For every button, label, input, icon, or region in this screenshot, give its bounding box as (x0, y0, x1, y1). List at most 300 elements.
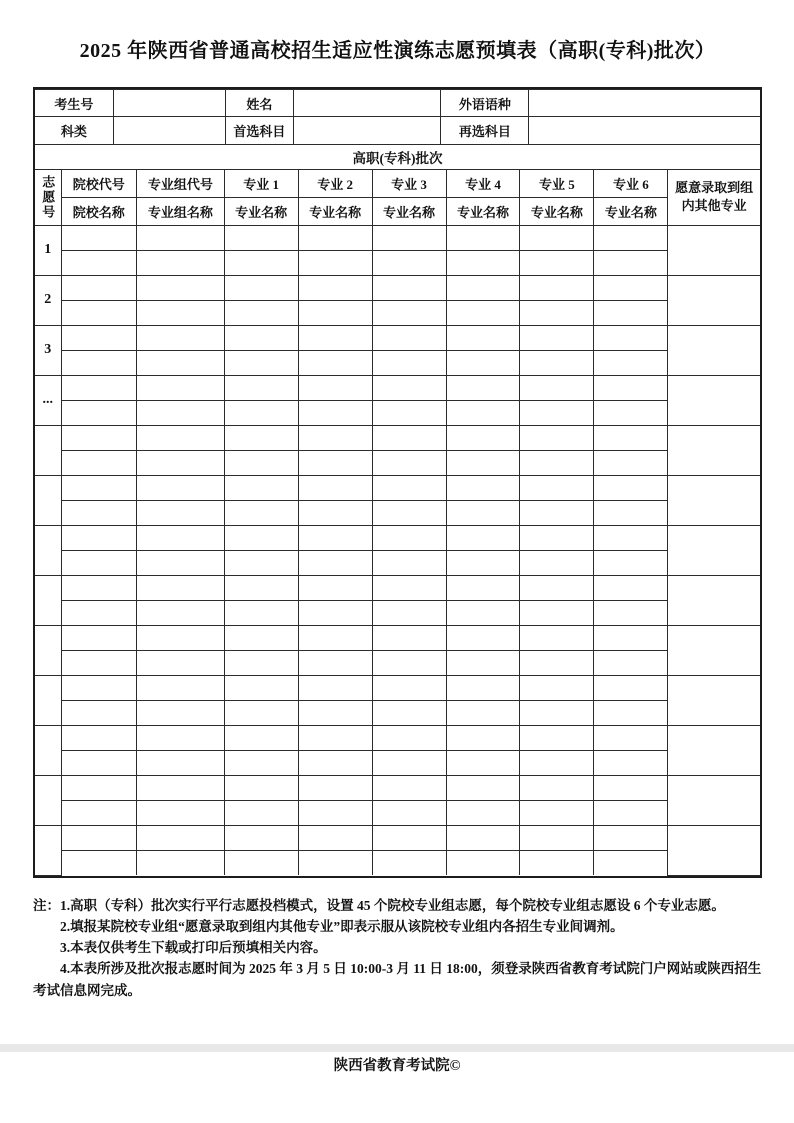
header-major-1-code: 专业 1 (224, 169, 298, 197)
major-4-name-cell (446, 850, 520, 875)
major-3-name-cell (372, 350, 446, 375)
college-name-cell (61, 650, 136, 675)
major-group-code-cell (136, 675, 224, 700)
college-name-cell (61, 300, 136, 325)
volunteer-no-header-text: 志愿号 (40, 174, 56, 220)
header-major-6-code: 专业 6 (594, 169, 668, 197)
major-4-name-cell (446, 400, 520, 425)
volunteer-row (35, 475, 760, 500)
major-3-code-cell (372, 775, 446, 800)
major-3-name-cell (372, 500, 446, 525)
major-4-code-cell (446, 275, 520, 300)
page-title: 2025 年陕西省普通高校招生适应性演练志愿预填表（高职(专科)批次） (79, 40, 716, 62)
volunteer-no-cell (35, 525, 61, 575)
major-5-name-cell (520, 400, 594, 425)
major-4-code-cell (446, 325, 520, 350)
major-5-name-cell (520, 750, 594, 775)
major-1-name-cell (224, 850, 298, 875)
major-1-name-cell (224, 650, 298, 675)
major-2-name-cell (298, 800, 372, 825)
major-3-name-cell (372, 850, 446, 875)
willing-transfer-cell (668, 325, 760, 375)
willing-transfer-cell (668, 775, 760, 825)
major-3-name-cell (372, 550, 446, 575)
major-5-code-cell (520, 675, 594, 700)
willing-transfer-cell (668, 825, 760, 875)
volunteer-row (35, 525, 760, 550)
major-2-name-cell (298, 350, 372, 375)
college-code-cell (61, 325, 136, 350)
major-group-name-cell (136, 500, 224, 525)
volunteer-no-cell (35, 625, 61, 675)
major-5-code-cell (520, 375, 594, 400)
major-5-name-cell (520, 800, 594, 825)
major-6-code-cell (594, 425, 668, 450)
volunteer-no-cell (35, 425, 61, 475)
major-group-code-cell (136, 575, 224, 600)
major-6-name-cell (594, 850, 668, 875)
willing-transfer-cell (668, 275, 760, 325)
major-6-name-cell (594, 550, 668, 575)
major-2-code-cell (298, 675, 372, 700)
major-2-code-cell (298, 625, 372, 650)
header-major-1-name: 专业名称 (224, 197, 298, 225)
college-name-cell (61, 800, 136, 825)
major-4-code-cell (446, 575, 520, 600)
major-5-name-cell (520, 700, 594, 725)
major-3-name-cell (372, 800, 446, 825)
volunteer-no-cell (35, 775, 61, 825)
major-1-code-cell (224, 675, 298, 700)
volunteer-row-names (35, 550, 760, 575)
major-5-code-cell (520, 425, 594, 450)
volunteer-no-cell (35, 575, 61, 625)
major-1-name-cell (224, 350, 298, 375)
volunteer-row-names (35, 250, 760, 275)
major-4-name-cell (446, 650, 520, 675)
volunteer-row (35, 725, 760, 750)
major-1-code-cell (224, 525, 298, 550)
major-6-name-cell (594, 400, 668, 425)
college-code-cell (61, 575, 136, 600)
major-6-name-cell (594, 750, 668, 775)
info-value-first-choice-subject (293, 117, 441, 144)
major-4-name-cell (446, 300, 520, 325)
volunteer-row-names (35, 300, 760, 325)
major-4-code-cell (446, 675, 520, 700)
major-6-code-cell (594, 775, 668, 800)
major-1-name-cell (224, 500, 298, 525)
major-2-name-cell (298, 450, 372, 475)
major-group-code-cell (136, 525, 224, 550)
volunteer-row (35, 575, 760, 600)
college-code-cell (61, 625, 136, 650)
major-4-code-cell (446, 825, 520, 850)
major-2-code-cell (298, 775, 372, 800)
volunteer-row-names (35, 350, 760, 375)
major-6-code-cell (594, 825, 668, 850)
major-3-name-cell (372, 250, 446, 275)
major-2-code-cell (298, 425, 372, 450)
major-2-name-cell (298, 250, 372, 275)
willing-transfer-cell (668, 675, 760, 725)
volunteer-table (35, 144, 760, 876)
major-3-code-cell (372, 625, 446, 650)
major-4-name-cell (446, 450, 520, 475)
major-6-code-cell (594, 325, 668, 350)
major-group-name-cell (136, 400, 224, 425)
major-4-code-cell (446, 225, 520, 250)
willing-transfer-cell (668, 725, 760, 775)
major-2-code-cell (298, 225, 372, 250)
footer-text: 陕西省教育考试院© (333, 1058, 461, 1074)
major-6-code-cell (594, 625, 668, 650)
header-major-4-name: 专业名称 (446, 197, 520, 225)
volunteer-no-header (35, 169, 61, 225)
major-6-name-cell (594, 450, 668, 475)
major-1-code-cell (224, 275, 298, 300)
major-group-code-cell (136, 475, 224, 500)
major-1-code-cell (224, 425, 298, 450)
info-label-name: 姓名 (226, 90, 293, 117)
major-2-code-cell (298, 575, 372, 600)
volunteer-row (35, 375, 760, 400)
info-row (35, 90, 760, 117)
major-2-name-cell (298, 850, 372, 875)
major-6-name-cell (594, 650, 668, 675)
notes-section (33, 895, 762, 1002)
college-name-cell (61, 350, 136, 375)
major-group-name-cell (136, 800, 224, 825)
college-name-cell (61, 250, 136, 275)
info-label-candidate-number: 考生号 (35, 90, 113, 117)
major-6-code-cell (594, 575, 668, 600)
volunteer-no-cell (35, 725, 61, 775)
header-major-2-code: 专业 2 (298, 169, 372, 197)
major-4-code-cell (446, 425, 520, 450)
major-3-code-cell (372, 325, 446, 350)
major-2-name-cell (298, 600, 372, 625)
volunteer-no-cell: 3 (35, 325, 61, 375)
major-1-code-cell (224, 325, 298, 350)
college-name-cell (61, 750, 136, 775)
info-value-foreign-language (529, 90, 760, 117)
major-5-name-cell (520, 500, 594, 525)
major-4-code-cell (446, 475, 520, 500)
major-6-code-cell (594, 525, 668, 550)
college-name-cell (61, 850, 136, 875)
major-3-code-cell (372, 525, 446, 550)
major-6-code-cell (594, 225, 668, 250)
volunteer-row-names (35, 650, 760, 675)
major-2-name-cell (298, 650, 372, 675)
volunteer-no-cell (35, 675, 61, 725)
major-5-code-cell (520, 275, 594, 300)
note-line-2: 2.填报某院校专业组“愿意录取到组内其他专业”即表示服从该院校专业组内各招生专业间调剂。 (60, 918, 624, 934)
willing-transfer-cell (668, 475, 760, 525)
college-code-cell (61, 375, 136, 400)
major-1-code-cell (224, 825, 298, 850)
major-group-code-cell (136, 275, 224, 300)
header-major-6-name: 专业名称 (594, 197, 668, 225)
header-major-group-name: 专业组名称 (136, 197, 224, 225)
major-3-name-cell (372, 400, 446, 425)
major-1-name-cell (224, 700, 298, 725)
batch-title: 高职(专科)批次 (35, 144, 760, 169)
major-2-name-cell (298, 400, 372, 425)
volunteer-no-cell: 1 (35, 225, 61, 275)
major-3-name-cell (372, 700, 446, 725)
major-5-code-cell (520, 825, 594, 850)
header-college-code: 院校代号 (61, 169, 136, 197)
header-major-4-code: 专业 4 (446, 169, 520, 197)
major-2-code-cell (298, 475, 372, 500)
college-name-cell (61, 550, 136, 575)
major-2-code-cell (298, 725, 372, 750)
major-5-name-cell (520, 250, 594, 275)
major-group-name-cell (136, 700, 224, 725)
major-5-name-cell (520, 350, 594, 375)
volunteer-row-names (35, 400, 760, 425)
major-6-name-cell (594, 500, 668, 525)
major-group-code-cell (136, 225, 224, 250)
major-group-code-cell (136, 775, 224, 800)
willing-transfer-cell (668, 575, 760, 625)
info-label-first-choice-subject: 首选科目 (226, 117, 293, 144)
major-2-name-cell (298, 750, 372, 775)
major-6-name-cell (594, 300, 668, 325)
major-3-name-cell (372, 650, 446, 675)
candidate-info-table (35, 89, 760, 144)
header-willing-transfer: 愿意录取到组内其他专业 (668, 169, 760, 225)
volunteer-row (35, 625, 760, 650)
willing-transfer-cell (668, 525, 760, 575)
major-5-code-cell (520, 775, 594, 800)
major-3-code-cell (372, 725, 446, 750)
major-4-name-cell (446, 600, 520, 625)
volunteer-row (35, 325, 760, 350)
major-1-name-cell (224, 750, 298, 775)
header-major-2-name: 专业名称 (298, 197, 372, 225)
header-major-group-code: 专业组代号 (136, 169, 224, 197)
major-5-code-cell (520, 325, 594, 350)
college-code-cell (61, 725, 136, 750)
major-2-name-cell (298, 300, 372, 325)
major-4-name-cell (446, 250, 520, 275)
note-line-3: 3.本表仅供考生下载或打印后预填相关内容。 (60, 940, 327, 956)
willing-transfer-cell (668, 425, 760, 475)
volunteer-row (35, 775, 760, 800)
major-6-name-cell (594, 700, 668, 725)
volunteer-row (35, 225, 760, 250)
major-6-code-cell (594, 375, 668, 400)
major-group-code-cell (136, 825, 224, 850)
major-1-name-cell (224, 800, 298, 825)
willing-transfer-cell (668, 375, 760, 425)
major-5-name-cell (520, 650, 594, 675)
major-2-code-cell (298, 525, 372, 550)
volunteer-no-cell (35, 825, 61, 875)
college-name-cell (61, 450, 136, 475)
college-name-cell (61, 500, 136, 525)
major-6-name-cell (594, 250, 668, 275)
volunteer-row-names (35, 500, 760, 525)
major-4-name-cell (446, 700, 520, 725)
header-major-5-name: 专业名称 (520, 197, 594, 225)
volunteer-row-names (35, 700, 760, 725)
major-group-name-cell (136, 850, 224, 875)
major-5-name-cell (520, 300, 594, 325)
major-2-code-cell (298, 275, 372, 300)
info-label-foreign-language: 外语语种 (441, 90, 529, 117)
info-label-re-choice-subject: 再选科目 (441, 117, 529, 144)
footer-divider (0, 1044, 794, 1052)
note-line-4: 4.本表所涉及批次报志愿时间为 2025 年 3 月 5 日 10:00-3 月 11 日 18:00，须登录陕西省教育考试院门户网站或陕西招生考试信息网完成。 (33, 961, 762, 998)
college-code-cell (61, 475, 136, 500)
info-value-subject-category (113, 117, 225, 144)
header-major-3-name: 专业名称 (372, 197, 446, 225)
volunteer-row (35, 825, 760, 850)
major-4-code-cell (446, 725, 520, 750)
major-1-name-cell (224, 550, 298, 575)
major-group-code-cell (136, 325, 224, 350)
major-5-code-cell (520, 575, 594, 600)
major-1-name-cell (224, 600, 298, 625)
major-5-code-cell (520, 225, 594, 250)
major-6-name-cell (594, 800, 668, 825)
major-4-code-cell (446, 525, 520, 550)
major-group-name-cell (136, 250, 224, 275)
volunteer-form (33, 87, 762, 878)
info-value-candidate-number (113, 90, 225, 117)
major-4-name-cell (446, 750, 520, 775)
major-3-name-cell (372, 750, 446, 775)
major-2-name-cell (298, 500, 372, 525)
major-4-name-cell (446, 350, 520, 375)
willing-transfer-cell (668, 225, 760, 275)
major-6-name-cell (594, 600, 668, 625)
volunteer-row (35, 425, 760, 450)
info-label-subject-category: 科类 (35, 117, 113, 144)
header-major-3-code: 专业 3 (372, 169, 446, 197)
info-row (35, 117, 760, 144)
major-1-name-cell (224, 450, 298, 475)
major-3-code-cell (372, 375, 446, 400)
volunteer-row-names (35, 800, 760, 825)
major-4-name-cell (446, 500, 520, 525)
volunteer-row (35, 275, 760, 300)
major-group-code-cell (136, 725, 224, 750)
major-5-name-cell (520, 550, 594, 575)
major-4-code-cell (446, 625, 520, 650)
volunteer-row (35, 675, 760, 700)
major-group-name-cell (136, 600, 224, 625)
major-3-name-cell (372, 300, 446, 325)
note-line-1: 注：1.高职（专科）批次实行平行志愿投档模式，设置 45 个院校专业组志愿，每个院校专业组志愿设 6 个专业志愿。 (33, 897, 725, 913)
major-group-name-cell (136, 450, 224, 475)
major-1-code-cell (224, 475, 298, 500)
major-3-code-cell (372, 225, 446, 250)
college-code-cell (61, 825, 136, 850)
volunteer-row-names (35, 850, 760, 875)
volunteer-row-names (35, 750, 760, 775)
major-3-code-cell (372, 475, 446, 500)
major-4-name-cell (446, 800, 520, 825)
major-3-name-cell (372, 450, 446, 475)
info-value-re-choice-subject (529, 117, 760, 144)
major-group-name-cell (136, 300, 224, 325)
major-6-code-cell (594, 725, 668, 750)
major-4-name-cell (446, 550, 520, 575)
college-code-cell (61, 225, 136, 250)
major-group-code-cell (136, 425, 224, 450)
college-code-cell (61, 675, 136, 700)
major-2-code-cell (298, 375, 372, 400)
college-code-cell (61, 425, 136, 450)
major-5-name-cell (520, 450, 594, 475)
major-5-code-cell (520, 525, 594, 550)
major-group-name-cell (136, 550, 224, 575)
volunteer-no-cell: ... (35, 375, 61, 425)
major-1-code-cell (224, 725, 298, 750)
major-1-code-cell (224, 375, 298, 400)
volunteer-no-cell: 2 (35, 275, 61, 325)
major-5-name-cell (520, 850, 594, 875)
volunteer-no-cell (35, 475, 61, 525)
major-group-name-cell (136, 650, 224, 675)
volunteer-row-names (35, 450, 760, 475)
info-value-name (293, 90, 441, 117)
major-5-code-cell (520, 725, 594, 750)
college-code-cell (61, 775, 136, 800)
major-2-name-cell (298, 700, 372, 725)
major-group-name-cell (136, 350, 224, 375)
major-6-code-cell (594, 675, 668, 700)
major-5-name-cell (520, 600, 594, 625)
major-1-name-cell (224, 300, 298, 325)
major-2-name-cell (298, 550, 372, 575)
major-1-name-cell (224, 400, 298, 425)
major-1-code-cell (224, 625, 298, 650)
major-1-code-cell (224, 225, 298, 250)
major-1-name-cell (224, 250, 298, 275)
major-group-code-cell (136, 625, 224, 650)
volunteer-row-names (35, 600, 760, 625)
major-3-code-cell (372, 275, 446, 300)
header-major-5-code: 专业 5 (520, 169, 594, 197)
college-name-cell (61, 700, 136, 725)
major-6-code-cell (594, 275, 668, 300)
major-3-code-cell (372, 675, 446, 700)
college-name-cell (61, 400, 136, 425)
major-3-code-cell (372, 425, 446, 450)
major-1-code-cell (224, 775, 298, 800)
major-3-code-cell (372, 575, 446, 600)
major-4-code-cell (446, 775, 520, 800)
major-group-name-cell (136, 750, 224, 775)
college-name-cell (61, 600, 136, 625)
college-code-cell (61, 525, 136, 550)
major-6-name-cell (594, 350, 668, 375)
major-5-code-cell (520, 625, 594, 650)
major-3-code-cell (372, 825, 446, 850)
major-4-code-cell (446, 375, 520, 400)
major-2-code-cell (298, 825, 372, 850)
major-6-code-cell (594, 475, 668, 500)
major-5-code-cell (520, 475, 594, 500)
willing-transfer-cell (668, 625, 760, 675)
major-3-name-cell (372, 600, 446, 625)
